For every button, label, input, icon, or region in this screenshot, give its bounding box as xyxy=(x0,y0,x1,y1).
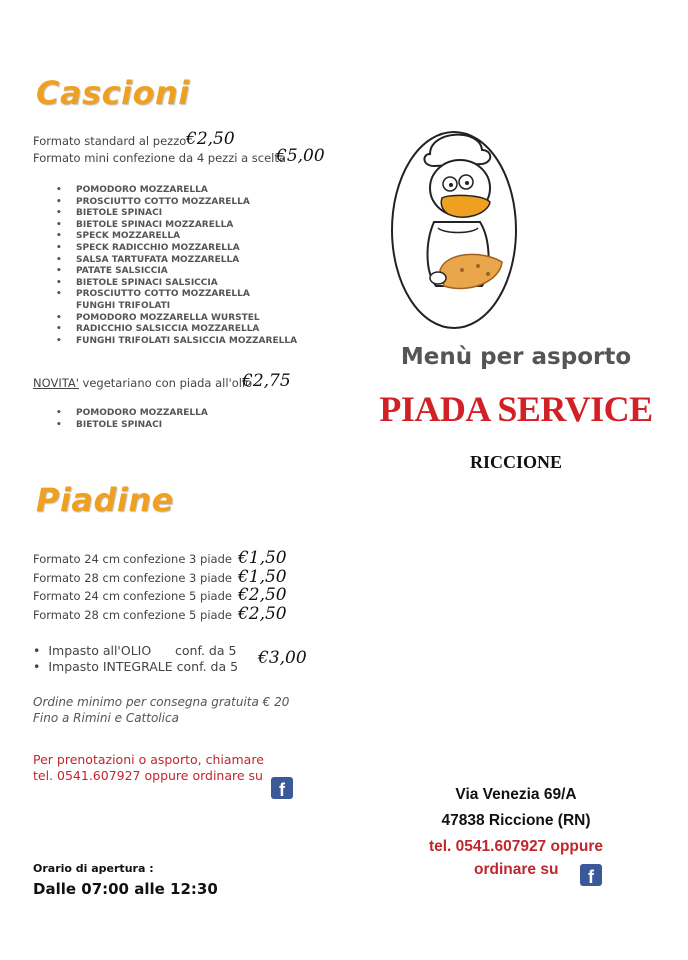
booking-info xyxy=(33,752,264,784)
brand-name: PIADA SERVICE xyxy=(379,389,653,429)
address-city: 47838 Riccione (RN) xyxy=(441,812,591,829)
min-order: Ordine minimo per consegna gratuita € 20 xyxy=(33,695,290,709)
list-item: • PATATE SALSICCIA xyxy=(30,266,330,278)
format-mini-price: €5,00 xyxy=(276,146,325,166)
brand-subtitle: Menù per asporto xyxy=(400,344,632,370)
veg-item-list xyxy=(30,408,330,431)
booking-line2: tel. 0541.607927 oppure ordinare su xyxy=(33,768,263,783)
address-order: ordinare su xyxy=(474,861,559,878)
list-item: • Impasto all'OLIO conf. da 5 xyxy=(33,643,237,658)
list-item: • SPECK RADICCHIO MOZZARELLA xyxy=(30,243,330,255)
list-item: • BIETOLE SPINACI MOZZARELLA xyxy=(30,220,330,232)
brand-city: RICCIONE xyxy=(469,452,562,472)
piadine-format-row: Formato 28 cm confezione 5 piade €2,50 xyxy=(33,603,287,624)
list-item: • PROSCIUTTO COTTO MOZZARELLA xyxy=(30,197,330,209)
list-item: • PROSCIUTTO COTTO MOZZARELLA FUNGHI TRIFOLATI xyxy=(30,289,291,312)
duck-mascot-logo xyxy=(382,110,532,330)
piadine-format-list xyxy=(33,549,353,623)
facebook-icon[interactable]: f xyxy=(580,864,602,886)
novita-word: NOVITA' xyxy=(33,376,79,390)
address-street: Via Venezia 69/A xyxy=(455,786,577,803)
address-block xyxy=(344,782,688,860)
facebook-icon[interactable]: f xyxy=(271,777,293,799)
piadine-format-row: Formato 28 cm confezione 3 piade €1,50 xyxy=(33,566,287,587)
list-item: • FUNGHI TRIFOLATI SALSICCIA MOZZARELLA xyxy=(30,336,330,348)
list-item: • SPECK MOZZARELLA xyxy=(30,231,330,243)
novita-label: vegetariano con piada all'olio xyxy=(78,376,253,390)
list-item: • BIETOLE SPINACI SALSICCIA xyxy=(30,278,330,290)
piadine-format-row: Formato 24 cm confezione 5 piade €2,50 xyxy=(33,585,287,605)
delivery-info xyxy=(33,694,289,726)
impasti-list xyxy=(33,643,238,675)
list-item: • BIETOLE SPINACI xyxy=(30,420,330,432)
list-item: • Impasto INTEGRALE conf. da 5 xyxy=(33,659,239,674)
delivery-area: Fino a Rimini e Cattolica xyxy=(33,711,179,725)
piadine-format-row: Formato 24 cm confezione 3 piade €1,50 xyxy=(33,548,287,568)
list-item: • POMODORO MOZZARELLA xyxy=(30,185,330,197)
format-mini-label: Formato mini confezione da 4 pezzi a scelta xyxy=(33,151,286,165)
list-item: • POMODORO MOZZARELLA WURSTEL xyxy=(30,313,330,325)
list-item: • SALSA TARTUFATA MOZZARELLA xyxy=(30,255,330,267)
format-standard-label: Formato standard al pezzo xyxy=(33,134,187,148)
cascioni-item-list xyxy=(30,185,330,347)
hours-label: Orario di apertura : xyxy=(33,862,154,875)
list-item: • BIETOLE SPINACI xyxy=(30,208,330,220)
piadine-title: Piadine xyxy=(36,481,174,519)
format-standard-price: €2,50 xyxy=(186,129,235,149)
novita-price: €2,75 xyxy=(242,371,291,391)
booking-line1: Per prenotazioni o asporto, chiamare xyxy=(33,752,264,767)
list-item: • POMODORO MOZZARELLA xyxy=(30,408,330,420)
cascioni-title: Cascioni xyxy=(36,74,190,112)
duck-mascot-icon xyxy=(382,110,532,330)
hours-value: Dalle 07:00 alle 12:30 xyxy=(33,880,218,898)
novita-line xyxy=(33,376,252,390)
impasti-price: €3,00 xyxy=(258,648,307,668)
address-phone: tel. 0541.607927 oppure xyxy=(428,838,604,855)
list-item: • RADICCHIO SALSICCIA MOZZARELLA xyxy=(30,324,330,336)
